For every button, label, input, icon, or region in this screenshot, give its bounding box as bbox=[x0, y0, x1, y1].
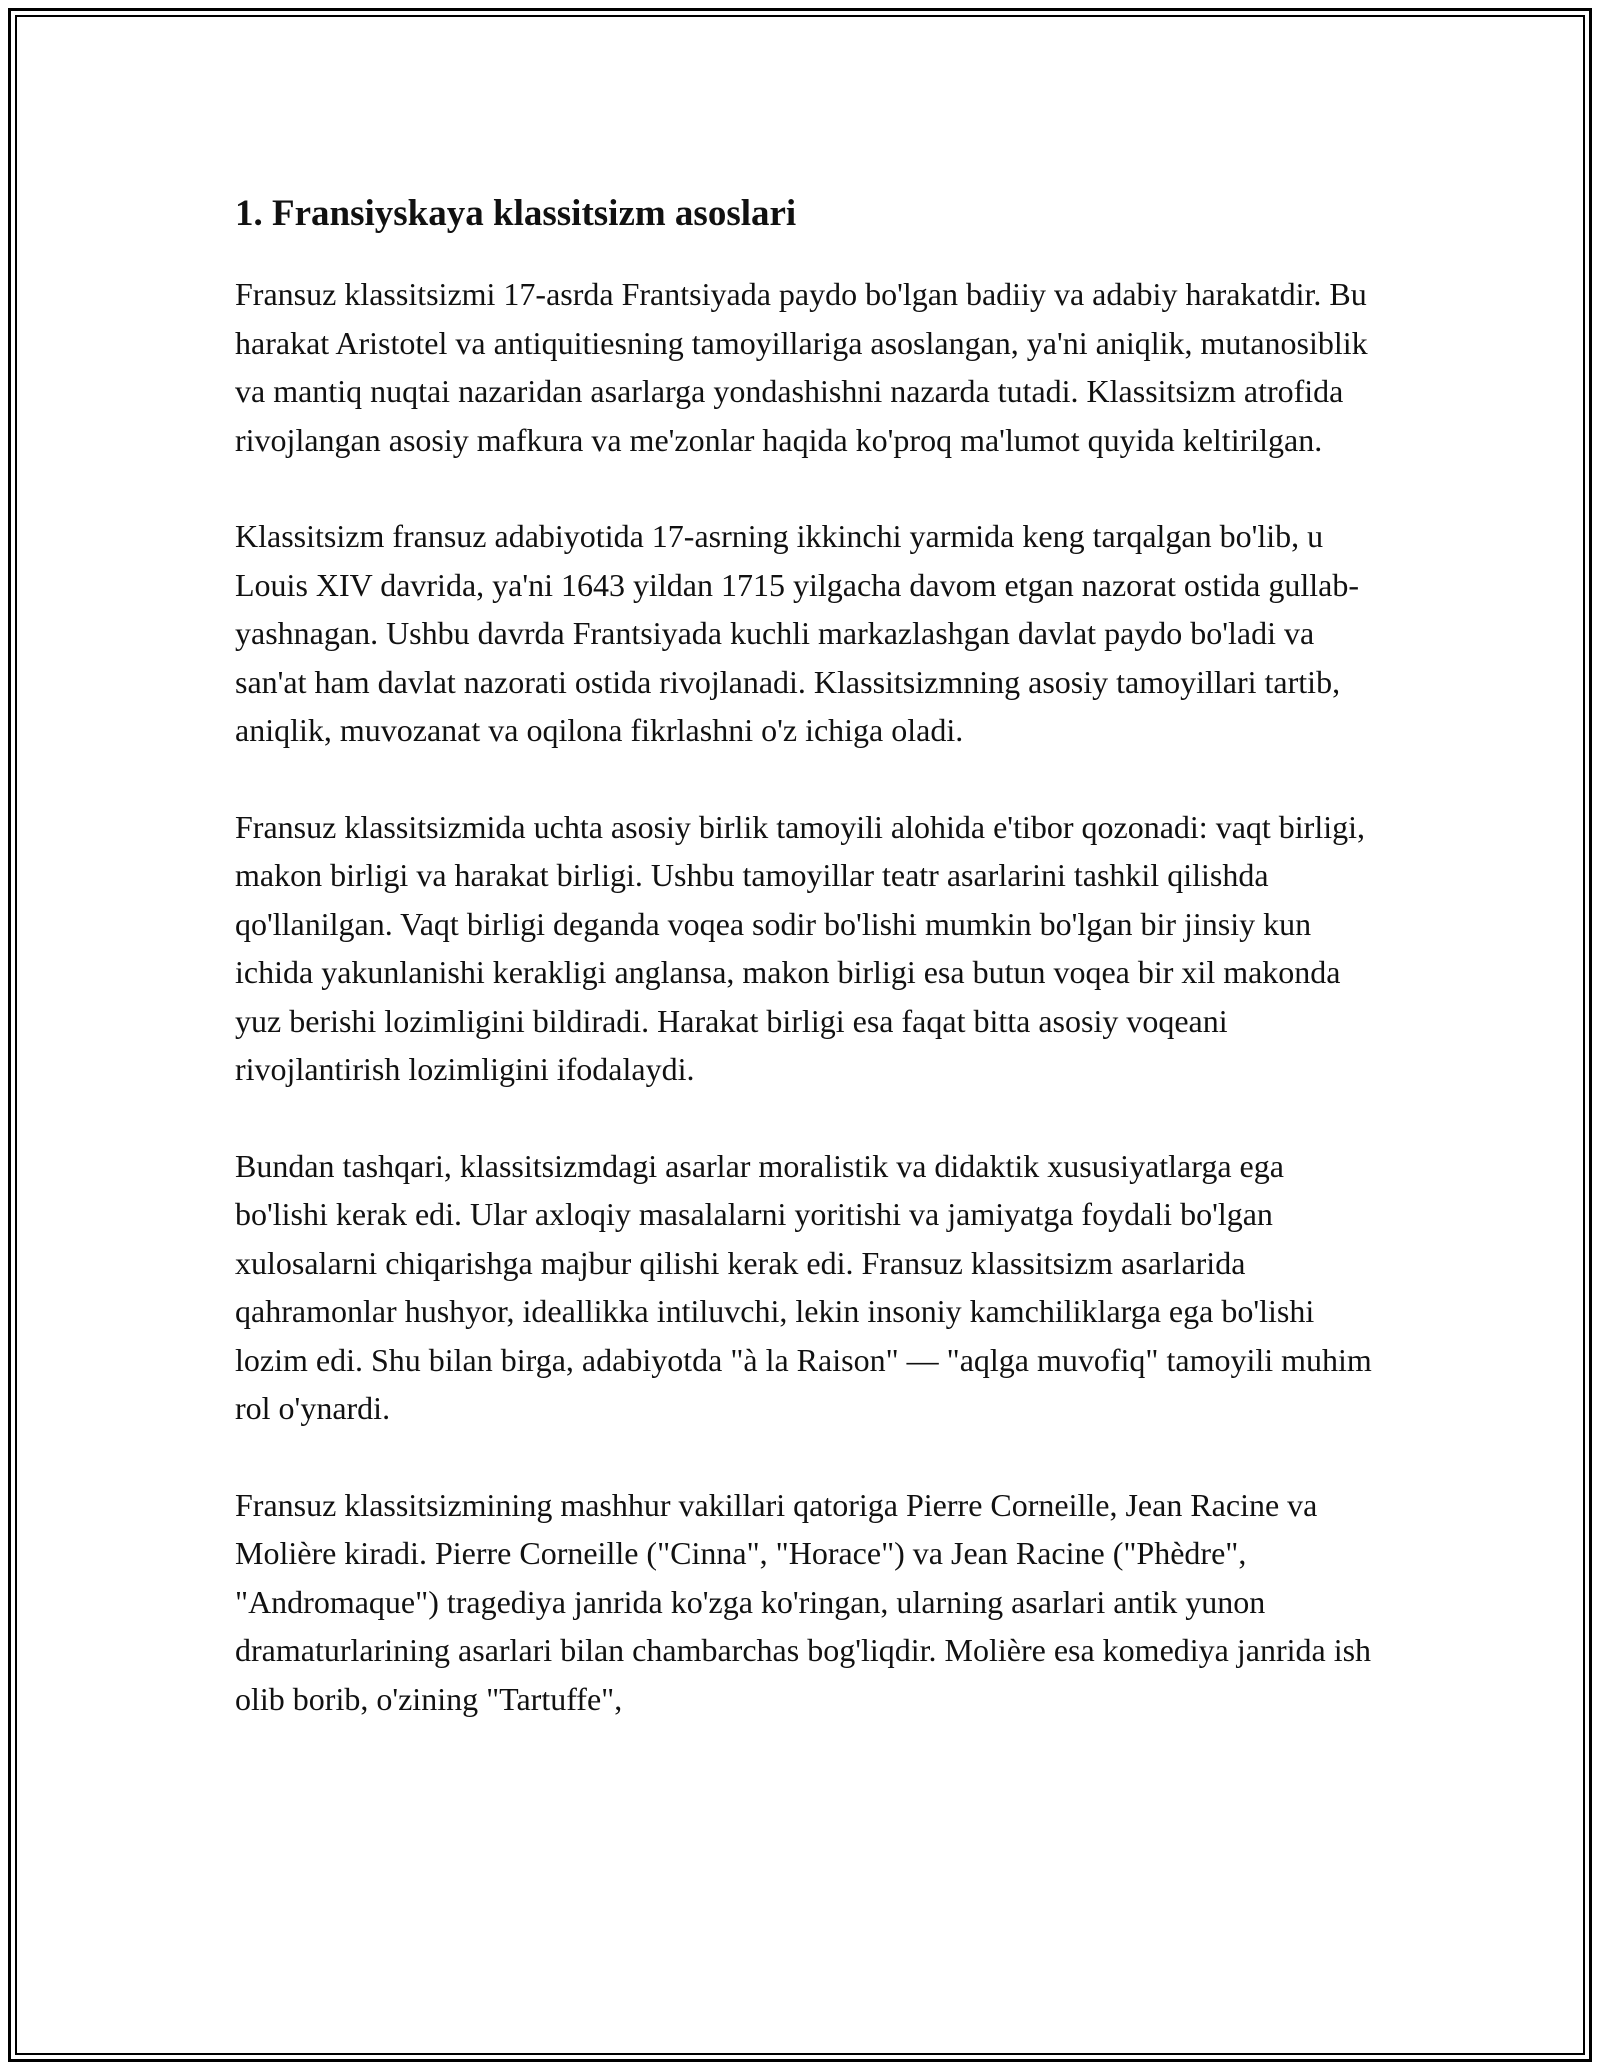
paragraph-representatives: Fransuz klassitsizmining mashhur vakillari qatoriga Pierre Corneille, Jean Racine va Molière kiradi. Pierre Corneille ("Cinna", "Horace") va Jean Racine ("Phèdre", "Andromaque") tragediya janrida ko'zga ko'ringan, ularning asarlari antik yunon dramaturlarining asarlari bilan chambarchas bog'liqdir. Molière esa komediya janrida ish olib borib, o'zining "Tartuffe", bbox=[235, 1486, 1372, 1717]
paragraph-history: Klassitsizm fransuz adabiyotida 17-asrning ikkinchi yarmida keng tarqalgan bo'lib, u Louis XIV davrida, ya'ni 1643 yildan 1715 yilgacha davom etgan nazorat ostida gullab-yashnagan. Ushbu davrda Frantsiyada kuchli markazlashgan davlat paydo bo'ladi va san'at ham davlat nazorati ostida rivojlanadi. Klassitsizmning asosiy tamoyillari tartib, aniqlik, muvozanat va oqilona fikrlashni o'z ichiga oladi. bbox=[235, 518, 1359, 748]
document-body bbox=[235, 188, 1375, 1771]
paragraph-moralistic: Bundan tashqari, klassitsizmdagi asarlar moralistik va didaktik xususiyatlarga ega bo'lishi kerak edi. Ular axloqiy masalalarni yoritishi va jamiyatga foydali bo'lgan xulosalarni chiqarishga majbur qilishi kerak edi. Fransuz klassitsizm asarlarida qahramonlar hushyor, ideallikka intiluvchi, lekin insoniy kamchiliklarga ega bo'lishi lozim edi. Shu bilan birga, adabiyotda "à la Raison" — "aqlga muvofiq" tamoyili muhim rol o'ynardi. bbox=[235, 1147, 1372, 1426]
paragraph-three-unities: Fransuz klassitsizmida uchta asosiy birlik tamoyili alohida e'tibor qozonadi: vaqt birligi, makon birligi va harakat birligi. Ushbu tamoyillar teatr asarlarini tashkil qilishda qo'llanilgan. Vaqt birligi deganda voqea sodir bo'lishi mumkin bo'lgan bir jinsiy kun ichida yakunlanishi kerakligi anglansa, makon birligi esa butun voqea bir xil makonda yuz berishi lozimligini bildiradi. Harakat birligi esa faqat bitta asosiy voqeani rivojlantirish lozimligini ifodalaydi. bbox=[235, 808, 1365, 1087]
paragraph-intro: Fransuz klassitsizmi 17-asrda Frantsiyada paydo bo'lgan badiiy va adabiy harakatdir. Bu harakat Aristotel va antiquitiesning tamoyillariga asoslangan, ya'ni aniqlik, mutanosiblik va mantiq nuqtai nazaridan asarlarga yondashishni nazarda tutadi. Klassitsizm atrofida rivojlangan asosiy mafkura va me'zonlar haqida ko'proq ma'lumot quyida keltirilgan. bbox=[235, 276, 1368, 458]
section-heading: 1. Fransiyskaya klassitsizm asoslari bbox=[235, 193, 797, 234]
